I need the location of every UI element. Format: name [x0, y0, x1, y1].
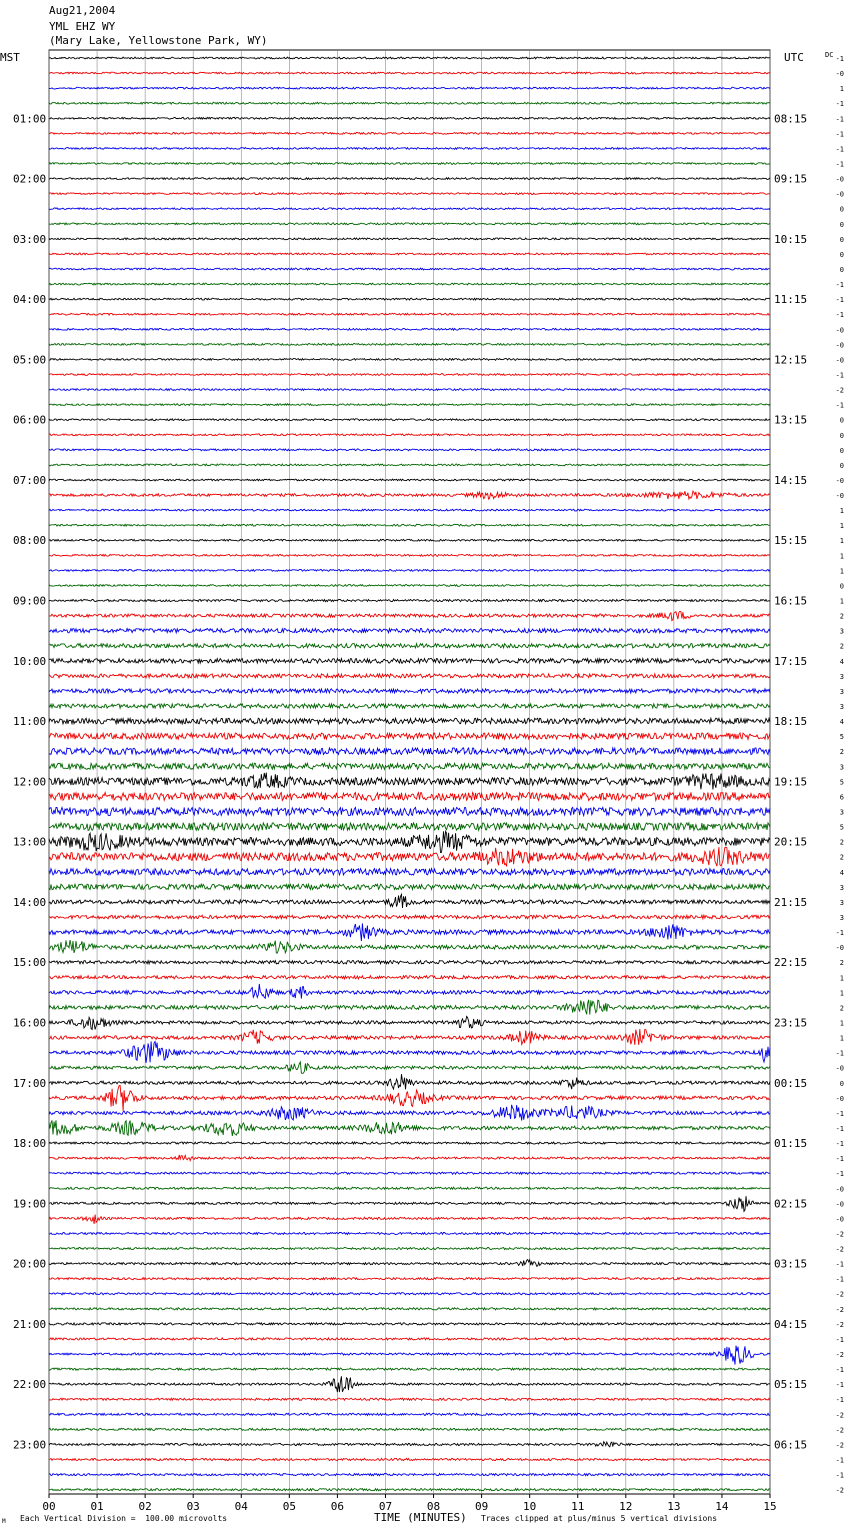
dc-offset-value: 2	[839, 853, 844, 862]
dc-offset-value: -1	[835, 1335, 844, 1344]
trace-line	[49, 718, 770, 724]
x-tick-label: 10	[523, 1500, 537, 1513]
x-tick-label: 14	[715, 1500, 729, 1513]
dc-offset-value: -1	[835, 1396, 844, 1405]
trace-line	[49, 1016, 770, 1029]
dc-offset-value: -0	[835, 1215, 844, 1224]
utc-hour-label: 05:15	[774, 1378, 808, 1392]
dc-offset-value: -1	[835, 1260, 844, 1269]
dc-offset-value: 0	[839, 205, 844, 214]
trace-line	[49, 178, 770, 180]
trace-line	[49, 434, 770, 436]
trace-line	[49, 984, 770, 999]
trace-line	[49, 733, 770, 739]
left-zone-label: MST	[0, 51, 20, 64]
trace-line	[49, 1062, 770, 1073]
trace-line	[49, 894, 770, 908]
dc-offset-value: -1	[835, 145, 844, 154]
trace-line	[49, 208, 770, 210]
dc-offset-value: 3	[839, 913, 844, 922]
trace-line	[49, 539, 770, 541]
trace-line	[49, 491, 770, 499]
trace-line	[49, 792, 770, 800]
trace-line	[49, 674, 770, 678]
dc-offset-value: -0	[835, 1185, 844, 1194]
dc-offset-value: -1	[835, 296, 844, 305]
trace-line	[49, 328, 770, 330]
x-tick-label: 05	[282, 1500, 296, 1513]
trace-line	[49, 389, 770, 391]
mst-hour-label: 07:00	[13, 473, 47, 487]
trace-line	[49, 923, 770, 941]
x-tick-label: 04	[234, 1500, 248, 1513]
dc-offset-value: 1	[839, 522, 844, 531]
trace-line	[49, 1308, 770, 1310]
utc-hour-label: 00:15	[774, 1076, 808, 1090]
trace-line	[49, 1074, 770, 1089]
trace-line	[49, 915, 770, 919]
trace-line	[49, 1142, 770, 1144]
dc-offset-value: -1	[835, 100, 844, 109]
trace-line	[49, 554, 770, 556]
trace-line	[49, 449, 770, 451]
trace-line	[49, 133, 770, 135]
mst-hour-labels	[13, 112, 46, 1451]
trace-line	[49, 404, 770, 406]
dc-offset-value: -1	[835, 1471, 844, 1480]
dc-offset-labels	[836, 55, 844, 1495]
dc-offset-value: -1	[835, 1381, 844, 1390]
trace-line	[49, 87, 770, 89]
trace-line	[49, 807, 770, 815]
mst-hour-label: 09:00	[13, 594, 47, 608]
trace-line	[49, 629, 770, 633]
mst-hour-label: 18:00	[13, 1137, 47, 1151]
utc-hour-labels	[774, 112, 807, 1451]
trace-line	[49, 570, 770, 572]
trace-line	[49, 599, 770, 601]
trace-line	[49, 524, 770, 526]
trace-line	[49, 1029, 770, 1045]
dc-offset-value: -0	[835, 1094, 844, 1103]
utc-hour-label: 19:15	[774, 775, 808, 789]
trace-line	[49, 704, 770, 708]
dc-offset-value: 1	[839, 597, 844, 606]
trace-line	[49, 1278, 770, 1280]
trace-line	[49, 773, 770, 790]
trace-line	[49, 1376, 770, 1392]
trace-line	[49, 1323, 770, 1325]
utc-hour-label: 09:15	[774, 172, 808, 186]
trace-line	[49, 1442, 770, 1447]
utc-hour-label: 08:15	[774, 112, 808, 126]
dc-offset-value: -1	[835, 1275, 844, 1284]
trace-line	[49, 1458, 770, 1460]
dc-offset-value: 1	[839, 989, 844, 998]
dc-offset-value: 1	[839, 567, 844, 576]
dc-offset-value: 0	[839, 265, 844, 274]
x-tick-label: 01	[90, 1500, 104, 1513]
dc-offset-value: -2	[835, 1320, 844, 1329]
mst-hour-label: 21:00	[13, 1317, 47, 1331]
dc-offset-value: -0	[835, 944, 844, 953]
dc-offset-value: 6	[839, 793, 844, 802]
dc-offset-value: 4	[839, 657, 844, 666]
dc-offset-value: -1	[835, 311, 844, 320]
trace-line	[49, 1120, 770, 1136]
station-location: (Mary Lake, Yellowstone Park, WY)	[49, 34, 268, 47]
dc-offset-value: -0	[835, 1200, 844, 1209]
utc-hour-label: 04:15	[774, 1317, 808, 1331]
trace-line	[49, 163, 770, 165]
trace-line	[49, 763, 770, 769]
trace-line	[49, 1196, 770, 1211]
dc-label: DC	[825, 51, 834, 59]
mst-hour-label: 23:00	[13, 1438, 47, 1452]
mst-hour-label: 19:00	[13, 1197, 47, 1211]
utc-hour-label: 15:15	[774, 534, 808, 548]
dc-offset-value: 2	[839, 959, 844, 968]
trace-line	[49, 1338, 770, 1340]
trace-line	[49, 1260, 770, 1267]
dc-offset-value: 4	[839, 718, 844, 727]
trace-line	[49, 1232, 770, 1234]
dc-offset-value: 1	[839, 1019, 844, 1028]
dc-offset-value: -0	[835, 70, 844, 79]
trace-line	[49, 298, 770, 300]
dc-offset-value: -2	[835, 1230, 844, 1239]
mst-hour-label: 10:00	[13, 654, 47, 668]
trace-line	[49, 253, 770, 255]
mst-hour-label: 20:00	[13, 1257, 47, 1271]
trace-line	[49, 117, 770, 119]
dc-offset-value: 3	[839, 627, 844, 636]
seismic-traces	[49, 57, 770, 1491]
utc-hour-label: 03:15	[774, 1257, 808, 1271]
dc-offset-value: 0	[839, 461, 844, 470]
trace-line	[49, 831, 770, 852]
dc-offset-value: 3	[839, 687, 844, 696]
trace-line	[49, 748, 770, 755]
utc-hour-label: 11:15	[774, 293, 808, 307]
mst-hour-label: 14:00	[13, 895, 47, 909]
trace-line	[49, 659, 770, 663]
dc-offset-value: 2	[839, 838, 844, 847]
dc-offset-value: 0	[839, 250, 844, 259]
dc-offset-value: -0	[835, 492, 844, 501]
mst-hour-label: 11:00	[13, 715, 47, 729]
utc-hour-label: 18:15	[774, 715, 808, 729]
trace-line	[49, 823, 770, 831]
dc-offset-value: -1	[835, 1109, 844, 1118]
trace-line	[49, 1413, 770, 1415]
dc-offset-value: 5	[839, 823, 844, 832]
dc-offset-value: -0	[835, 341, 844, 350]
dc-offset-value: 2	[839, 1004, 844, 1013]
trace-line	[49, 1086, 770, 1111]
dc-offset-value: -2	[835, 1245, 844, 1254]
utc-hour-label: 13:15	[774, 413, 808, 427]
trace-line	[49, 1187, 770, 1189]
trace-line	[49, 689, 770, 693]
trace-line	[49, 359, 770, 361]
trace-line	[49, 57, 770, 59]
trace-line	[49, 72, 770, 74]
trace-line	[49, 1041, 770, 1062]
mst-hour-label: 15:00	[13, 956, 47, 970]
corner-mark: M	[2, 1518, 6, 1525]
dc-offset-value: -2	[835, 1305, 844, 1314]
dc-offset-value: 1	[839, 537, 844, 546]
plot-grid	[49, 50, 770, 1494]
x-tick-label: 02	[138, 1500, 152, 1513]
trace-line	[49, 464, 770, 466]
dc-offset-value: 0	[839, 1079, 844, 1088]
mst-hour-label: 12:00	[13, 775, 47, 789]
dc-offset-value: -1	[835, 1366, 844, 1375]
trace-line	[49, 479, 770, 481]
trace-line	[49, 1346, 770, 1365]
x-tick-label: 15	[763, 1500, 777, 1513]
mst-hour-label: 16:00	[13, 1016, 47, 1030]
trace-line	[49, 283, 770, 285]
trace-line	[49, 1474, 770, 1476]
dc-offset-value: 3	[839, 703, 844, 712]
x-tick-label: 08	[426, 1500, 441, 1513]
dc-offset-value: -2	[835, 1290, 844, 1299]
trace-line	[49, 1000, 770, 1015]
dc-offset-value: -1	[835, 371, 844, 380]
dc-offset-value: -1	[835, 1124, 844, 1133]
dc-offset-value: 0	[839, 582, 844, 591]
mst-hour-label: 02:00	[13, 172, 47, 186]
station-code: YML EHZ WY	[49, 20, 116, 33]
trace-line	[49, 1105, 770, 1121]
trace-line	[49, 268, 770, 270]
dc-offset-value: 3	[839, 883, 844, 892]
mst-hour-label: 04:00	[13, 293, 47, 307]
scale-note: Each Vertical Division = 100.00 microvolts	[20, 1514, 228, 1523]
dc-offset-value: -2	[835, 1486, 844, 1495]
trace-line	[49, 1489, 770, 1491]
trace-line	[49, 940, 770, 953]
mst-hour-label: 17:00	[13, 1076, 47, 1090]
trace-line	[49, 509, 770, 511]
dc-offset-value: -1	[835, 160, 844, 169]
mst-hour-label: 08:00	[13, 534, 47, 548]
dc-offset-value: -2	[835, 1351, 844, 1360]
clip-note: Traces clipped at plus/minus 5 vertical divisions	[481, 1514, 718, 1523]
trace-line	[49, 1248, 770, 1250]
x-tick-label: 03	[186, 1500, 200, 1513]
trace-line	[49, 374, 770, 376]
trace-line	[49, 1293, 770, 1295]
x-tick-label: 13	[667, 1500, 681, 1513]
dc-offset-value: 3	[839, 672, 844, 681]
dc-offset-value: -2	[835, 1411, 844, 1420]
dc-offset-value: 5	[839, 778, 844, 787]
dc-offset-value: -0	[835, 175, 844, 184]
trace-line	[49, 869, 770, 875]
dc-offset-value: -1	[835, 1155, 844, 1164]
mst-hour-label: 13:00	[13, 835, 47, 849]
trace-line	[49, 102, 770, 104]
dc-offset-value: 1	[839, 974, 844, 983]
trace-line	[49, 1428, 770, 1430]
dc-offset-value: -1	[835, 130, 844, 139]
mst-hour-label: 22:00	[13, 1378, 47, 1392]
dc-offset-value: 0	[839, 431, 844, 440]
dc-offset-value: 3	[839, 808, 844, 817]
utc-hour-label: 21:15	[774, 895, 808, 909]
dc-offset-value: 1	[839, 1034, 844, 1043]
dc-offset-value: -0	[835, 356, 844, 365]
utc-hour-label: 14:15	[774, 473, 808, 487]
dc-offset-value: -1	[835, 1170, 844, 1179]
trace-line	[49, 1368, 770, 1370]
dc-offset-value: -1	[835, 55, 844, 63]
dc-offset-value: 2	[839, 748, 844, 757]
utc-hour-label: 06:15	[774, 1438, 808, 1452]
x-tick-label: 09	[474, 1500, 489, 1513]
utc-hour-label: 16:15	[774, 594, 808, 608]
x-tick-label: 00	[42, 1500, 56, 1513]
mst-hour-label: 06:00	[13, 413, 47, 427]
trace-line	[49, 313, 770, 315]
utc-hour-label: 02:15	[774, 1197, 808, 1211]
utc-hour-label: 10:15	[774, 232, 808, 246]
dc-offset-value: -0	[835, 326, 844, 335]
utc-hour-label: 22:15	[774, 956, 808, 970]
trace-line	[49, 884, 770, 889]
dc-offset-value: -1	[835, 1140, 844, 1149]
dc-offset-value: -1	[835, 1049, 844, 1058]
dc-offset-value: -0	[835, 476, 844, 485]
x-tick-label: 06	[330, 1500, 345, 1513]
trace-line	[49, 1172, 770, 1174]
dc-offset-value: -1	[835, 281, 844, 290]
trace-line	[49, 1215, 770, 1224]
utc-hour-label: 23:15	[774, 1016, 808, 1030]
plot-frame	[49, 50, 770, 1494]
dc-offset-value: -2	[835, 386, 844, 395]
trace-line	[49, 343, 770, 345]
utc-hour-label: 01:15	[774, 1137, 808, 1151]
right-zone-label: UTC	[784, 51, 804, 64]
dc-offset-value: 1	[839, 85, 844, 94]
utc-hour-label: 17:15	[774, 654, 808, 668]
chart-date: Aug21,2004	[49, 4, 116, 17]
mst-hour-label: 01:00	[13, 112, 47, 126]
trace-line	[49, 847, 770, 866]
x-tick-label: 11	[571, 1500, 585, 1513]
dc-offset-value: 2	[839, 612, 844, 621]
x-tick-label: 07	[378, 1500, 393, 1513]
dc-offset-value: 2	[839, 642, 844, 651]
dc-offset-value: 3	[839, 898, 844, 907]
dc-offset-value: -0	[835, 1064, 844, 1073]
trace-line	[49, 419, 770, 421]
trace-line	[49, 644, 770, 648]
dc-offset-value: -1	[835, 1456, 844, 1465]
dc-offset-value: 1	[839, 507, 844, 516]
dc-offset-value: 0	[839, 220, 844, 229]
dc-offset-value: 0	[839, 416, 844, 425]
mst-hour-label: 05:00	[13, 353, 47, 367]
x-axis-title: TIME (MINUTES)	[374, 1511, 467, 1524]
x-tick-label: 12	[619, 1500, 633, 1513]
trace-line	[49, 1155, 770, 1161]
trace-line	[49, 1398, 770, 1400]
dc-offset-value: -1	[835, 929, 844, 938]
dc-offset-value: -1	[835, 401, 844, 410]
trace-line	[49, 193, 770, 195]
dc-offset-value: 5	[839, 733, 844, 742]
dc-offset-value: 3	[839, 763, 844, 772]
trace-line	[49, 611, 770, 620]
dc-offset-value: -2	[835, 1441, 844, 1450]
mst-hour-label: 03:00	[13, 232, 47, 246]
dc-offset-value: -2	[835, 1426, 844, 1435]
trace-line	[49, 238, 770, 240]
dc-offset-value: 4	[839, 868, 844, 877]
trace-line	[49, 223, 770, 225]
dc-offset-value: 1	[839, 552, 844, 561]
dc-offset-value: 0	[839, 235, 844, 244]
dc-offset-value: -0	[835, 190, 844, 199]
utc-hour-label: 20:15	[774, 835, 808, 849]
trace-line	[49, 976, 770, 979]
utc-hour-label: 12:15	[774, 353, 808, 367]
dc-offset-value: -1	[835, 115, 844, 124]
trace-line	[49, 585, 770, 587]
dc-offset-value: 0	[839, 446, 844, 455]
trace-line	[49, 961, 770, 964]
trace-line	[49, 148, 770, 150]
